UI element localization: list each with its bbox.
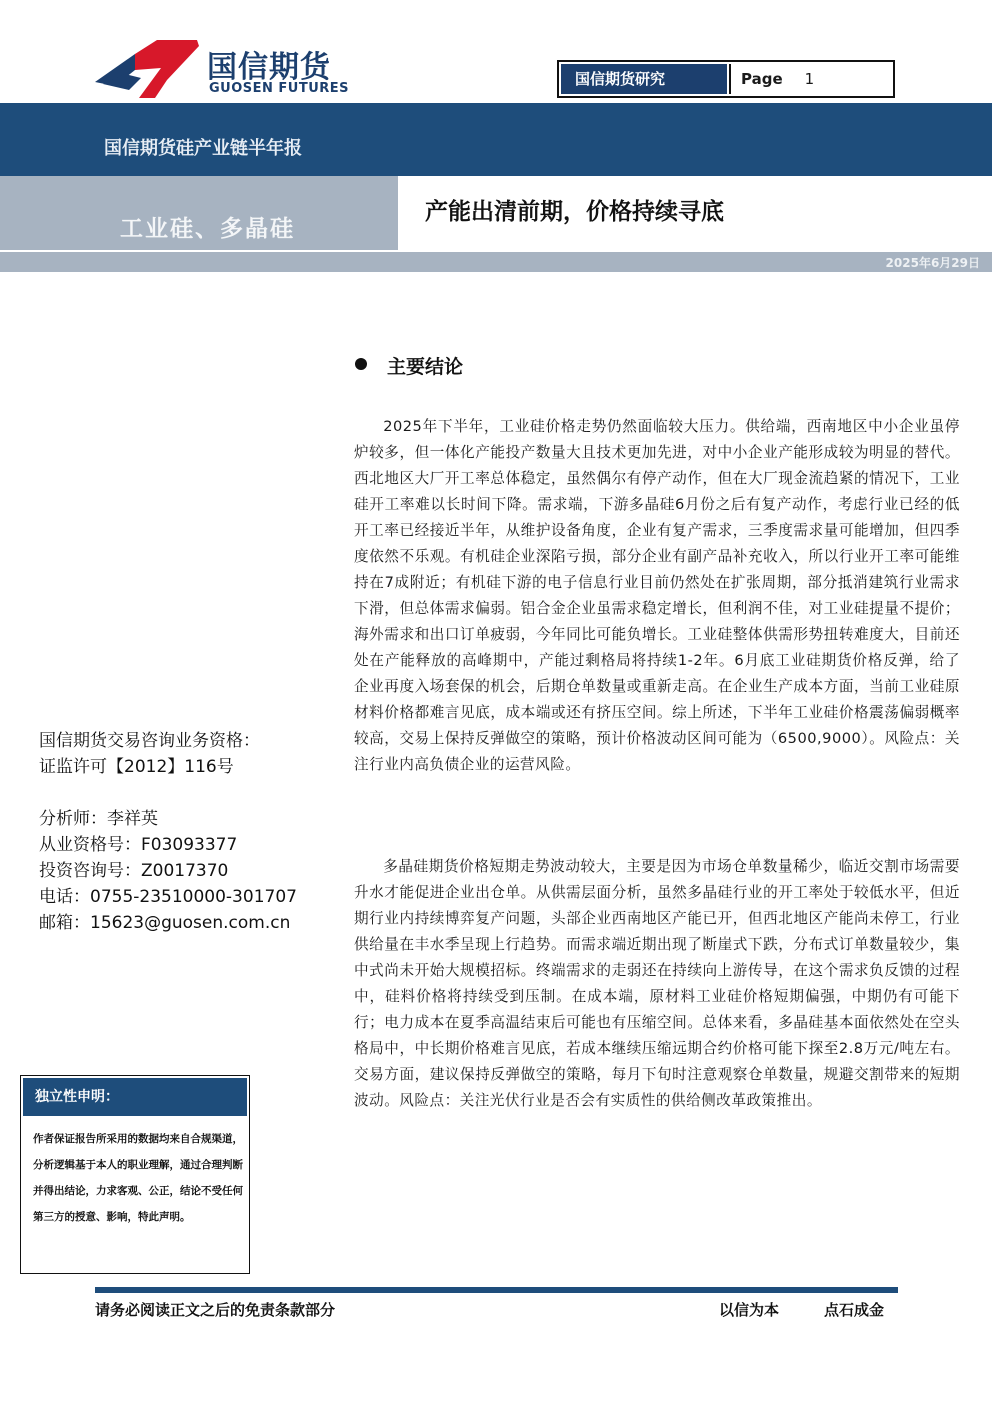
footer-rule [95, 1287, 898, 1293]
logo-english-name: GUOSEN FUTURES [209, 81, 350, 96]
guosen-logo [95, 40, 355, 100]
research-label: 国信期货研究 [561, 64, 727, 94]
body-paragraph: 多晶硅期货价格短期走势波动较大，主要是因为市场仓单数量稀少，临近交割市场需要升水才能促进企业出仓单。从供需层面分析，虽然多晶硅行业的开工率处于较低水平，但近期行业内持续博弈复产问题，头部企业西南地区产能已开，但西北地区产能尚未停工，行业供给量在丰水季呈现上行趋势。而需求端近期出现了断崖式下跌，分布式订单数量较少，集中式尚未开始大规模招标。终端需求的走弱还在持续向上游传导，在这个需求负反馈的过程中，硅料价格将持续受到压制。在成本端，原材料工业硅价格短期偏强，中期仍有可能下行；电力成本在夏季高温结束后可能也有压缩空间。总体来看，多晶硅基本面依然处在空头格局中，中长期价格难言见底，若成本继续压缩远期合约价格可能下探至2.8万元/吨左右。交易方面，建议保持反弹做空的策略，每月下旬时注意观察仓单数量，规避交割带来的短期波动。风险点：关注光伏行业是否会有实质性的供给侧改革政策推出。 [354, 858, 960, 1109]
date-bar [0, 252, 992, 272]
report-date: 2025年6月29日 [885, 256, 980, 270]
report-title: 产能出清前期，价格持续寻底 [425, 199, 724, 225]
guosen-logo-mark-icon [95, 40, 200, 98]
declaration-text: 作者保证报告所采用的数据均来自合规渠道，分析逻辑基于本人的职业理解，通过合理判断 并得出结论，力求客观、公正，结论不受任何第三方的授意、影响，特此声明。 [33, 1133, 243, 1223]
qualification-line: 国信期货交易咨询业务资格： [39, 731, 260, 751]
footer-disclaimer: 请务必阅读正文之后的免责条款部分 [95, 1301, 336, 1319]
qualification-block [39, 728, 260, 780]
footer-slogan-2: 点石成金 [824, 1301, 885, 1319]
footer-slogan-1: 以信为本 [719, 1301, 780, 1319]
body-paragraph: 2025年下半年，工业硅价格走势仍然面临较大压力。供给端，西南地区中小企业虽停炉较多，但一体化产能投产数量大且技术更加先进，对中小企业产能形成较为明显的替代。西北地区大厂开工率总体稳定，虽然偶尔有停产动作，但在大厂现金流趋紧的情况下，工业硅开工率难以长时间下降。需求端，下游多晶硅6月份之后有复产动作，考虑行业已经的低开工率已经接近半年，从维护设备角度，企业有复产需求，三季度需求量可能增加，但四季度依然不乐观。有机硅企业深陷亏损，部分企业有副产品补充收入，所以行业开工率可能维持在7成附近；有机硅下游的电子信息行业目前仍然处在扩张周期，部分抵消建筑行业需求下滑，但总体需求偏弱。铝合金企业虽需求稳定增长，但利润不佳，对工业硅提量不提价；海外需求和出口订单疲弱，今年同比可能负增长。工业硅整体供需形势扭转难度大，目前还处在产能释放的高峰期中，产能过剩格局将持续1-2年。6月底工业硅期货价格反弹，给了企业再度入场套保的机会，后期仓单数量或重新走高。在企业生产成本方面，当前工业硅原材料价格都难言见底，成本端或还有挤压空间。综上所述，下半年工业硅价格震荡偏弱概率较高，交易上保持反弹做空的策略，预计价格波动区间可能为（6500,9000）。风险点：关注行业内高负债企业的运营风险。 [354, 418, 960, 773]
page-label: Page [741, 70, 783, 88]
analyst-info [39, 806, 297, 936]
section-title: 主要结论 [387, 356, 464, 378]
bullet-icon [355, 358, 367, 370]
qualification-line: 证监许可【2012】116号 [39, 757, 234, 777]
analyst-email: 邮箱：15623@guosen.com.cn [39, 913, 291, 933]
report-series-title: 国信期货硅产业链半年报 [104, 138, 302, 159]
page-number: 1 [804, 70, 815, 88]
independence-declaration [20, 1075, 250, 1274]
declaration-title: 独立性申明： [23, 1078, 247, 1116]
section-heading [355, 352, 463, 379]
research-page-box [557, 60, 895, 98]
page-indicator [729, 64, 891, 94]
category-label: 工业硅、多晶硅 [120, 216, 295, 242]
logo-chinese-name: 国信期货 [207, 50, 331, 85]
analyst-license: 从业资格号：F03093377 [39, 835, 238, 855]
analyst-phone: 电话：0755-23510000-301707 [39, 887, 297, 907]
analyst-consult-id: 投资咨询号：Z0017370 [39, 861, 229, 881]
analyst-name: 分析师：李祥英 [39, 809, 158, 829]
